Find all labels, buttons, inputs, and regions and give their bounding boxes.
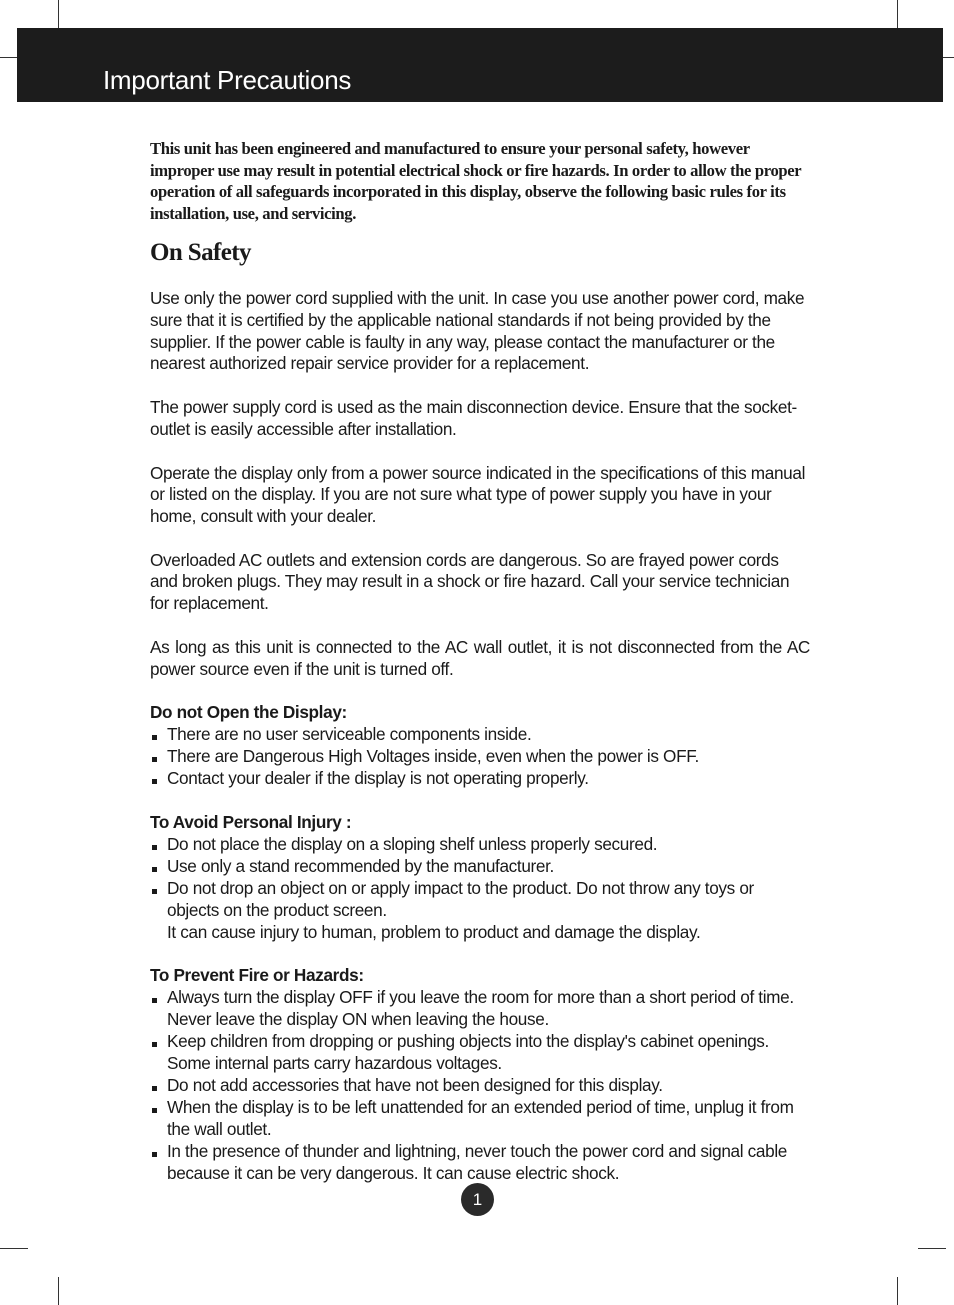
- paragraph: The power supply cord is used as the main disconnection device. Ensure that the socket-outlet is easily accessible after installation.: [150, 397, 797, 439]
- square-bullet-icon: [152, 1152, 157, 1157]
- list-item: [150, 724, 810, 746]
- square-bullet-icon: [152, 845, 157, 850]
- crop-mark: [58, 1277, 59, 1305]
- section-title: On Safety: [150, 239, 251, 267]
- header-bar: [17, 28, 943, 102]
- square-bullet-icon: [152, 1086, 157, 1091]
- list-item-text: Do not add accessories that have not been designed for this display.: [167, 1074, 663, 1095]
- list-item-text: Contact your dealer if the display is not operating properly.: [167, 768, 589, 789]
- square-bullet-icon: [152, 735, 157, 740]
- page-title: Important Precautions: [103, 65, 352, 95]
- list-item-text: There are no user serviceable components inside.: [167, 723, 532, 744]
- list-item-text: Always turn the display OFF if you leave the room for more than a short period of time. Never leave the display ON when leaving the house.: [167, 986, 794, 1029]
- crop-mark: [0, 1248, 28, 1249]
- list-item: [150, 878, 810, 943]
- paragraph: Overloaded AC outlets and extension cords are dangerous. So are frayed power cords and broken plugs. They may result in a shock or fire hazard. Call your service technician for replacement.: [150, 549, 790, 614]
- page-number-badge: 1: [461, 1183, 494, 1216]
- list-item: [150, 987, 810, 1030]
- page-content: [150, 138, 810, 1206]
- square-bullet-icon: [152, 779, 157, 784]
- square-bullet-icon: [152, 889, 157, 894]
- intro-text: This unit has been engineered and manufactured to ensure your personal safety, however improper use may result in potential electrical shock or fire hazards. In order to allow the proper operation of all safeguards incorporated in this display, observe the following basic rules for its installation, use, and servicing.: [150, 139, 802, 223]
- group-avoid-injury: [150, 812, 810, 943]
- list-item-text: Do not drop an object on or apply impact to the product. Do not throw any toys or objects on the product screen.: [167, 878, 754, 920]
- group-title: To Avoid Personal Injury :: [150, 812, 352, 833]
- list-item-text: Use only a stand recommended by the manufacturer.: [167, 855, 554, 876]
- list-item-text: Keep children from dropping or pushing objects into the display's cabinet openings. Some internal parts carry hazardous voltages.: [167, 1030, 769, 1073]
- list-item-text: When the display is to be left unattended for an extended period of time, unplug it from the wall outlet.: [167, 1096, 794, 1139]
- group-prevent-fire: [150, 965, 810, 1184]
- square-bullet-icon: [152, 867, 157, 872]
- list-item: [150, 834, 810, 856]
- list-item: [150, 768, 810, 790]
- list-item-text: There are Dangerous High Voltages inside, even when the power is OFF.: [167, 746, 699, 767]
- paragraph: As long as this unit is connected to the AC wall outlet, it is not disconnected from the AC power source even if the unit is turned off.: [150, 636, 810, 679]
- square-bullet-icon: [152, 1042, 157, 1047]
- list-item: [150, 1075, 810, 1097]
- crop-mark: [897, 1277, 898, 1305]
- paragraph: Operate the display only from a power source indicated in the specifications of this manual or listed on the display. If you are not sure what type of power supply you have in your home, consult with your dealer.: [150, 462, 806, 526]
- square-bullet-icon: [152, 757, 157, 762]
- list-item: [150, 1031, 810, 1074]
- crop-mark: [897, 0, 898, 28]
- list-item-text: In the presence of thunder and lightning, never touch the power cord and signal cable because it can be very dangerous. It can cause electric shock.: [167, 1140, 787, 1183]
- group-title: To Prevent Fire or Hazards:: [150, 965, 364, 986]
- list-item-extra-line: It can cause injury to human, problem to product and damage the display.: [167, 921, 701, 942]
- bullet-list: [150, 834, 810, 944]
- bullet-list: [150, 724, 810, 790]
- crop-mark: [918, 1248, 946, 1249]
- list-item: [150, 1097, 810, 1140]
- square-bullet-icon: [152, 1108, 157, 1113]
- square-bullet-icon: [152, 998, 157, 1003]
- group-title: Do not Open the Display:: [150, 702, 347, 723]
- list-item: [150, 1141, 810, 1184]
- list-item-text: Do not place the display on a sloping shelf unless properly secured.: [167, 833, 658, 854]
- list-item: [150, 746, 810, 768]
- bullet-list: [150, 987, 810, 1184]
- crop-mark: [58, 0, 59, 28]
- safety-paragraphs: [150, 288, 810, 1184]
- group-do-not-open: [150, 702, 810, 790]
- list-item: [150, 856, 810, 878]
- paragraph: Use only the power cord supplied with the unit. In case you use another power cord, make sure that it is certified by the applicable national standards if not being provided by the supplier. If the power cable is faulty in any way, please contact the manufacturer or the nearest authorized repair service provider for a replacement.: [150, 288, 805, 374]
